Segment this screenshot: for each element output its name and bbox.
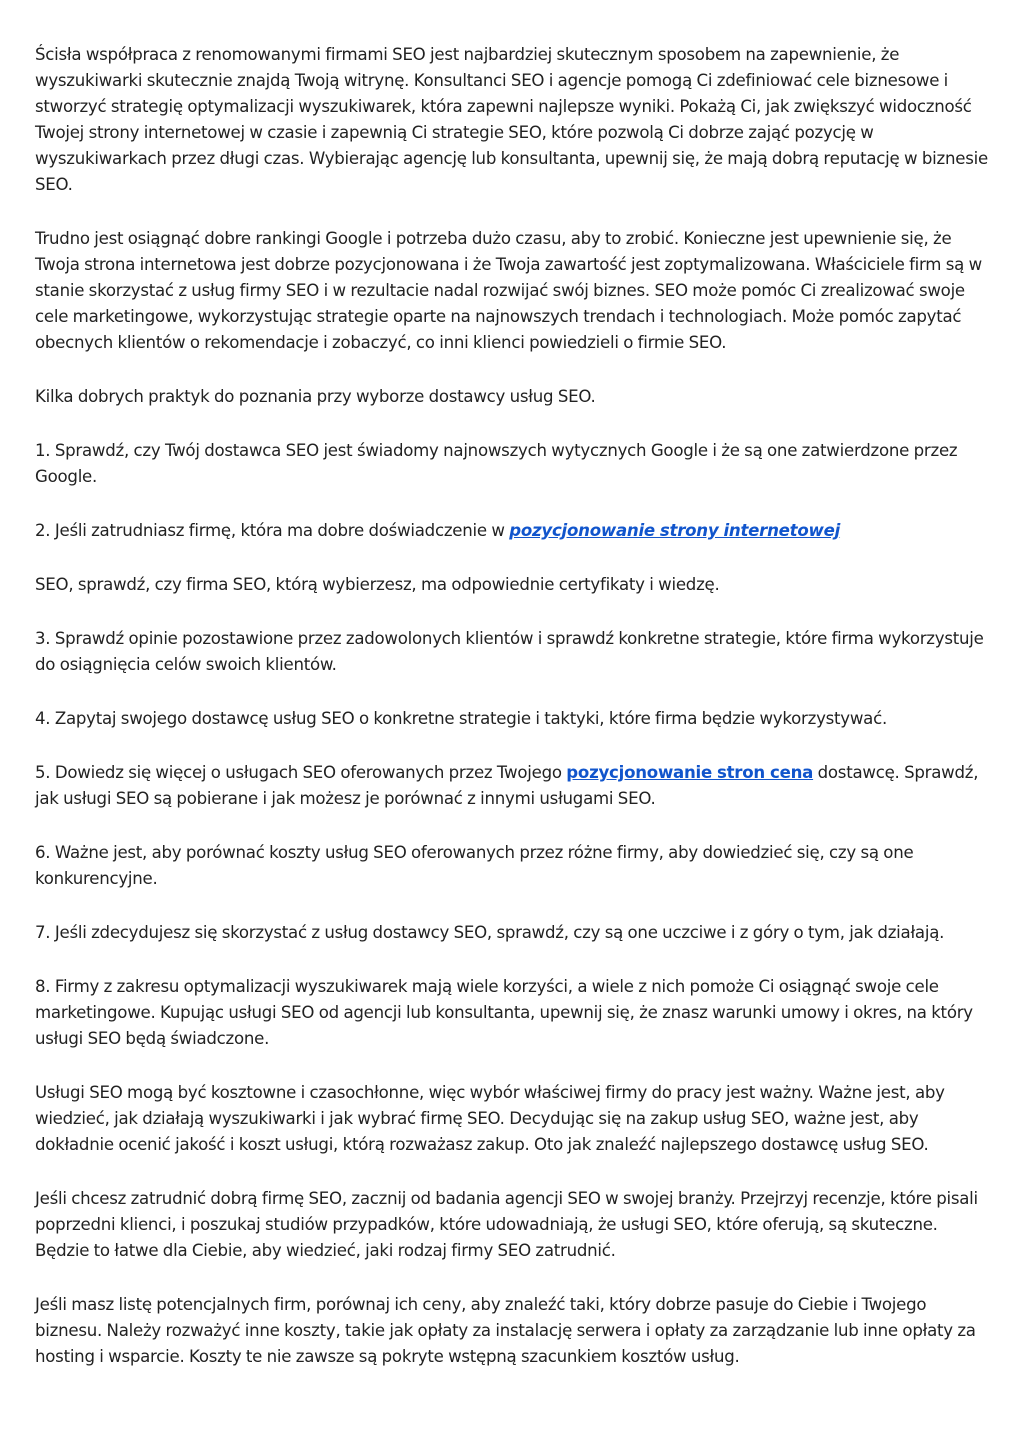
paragraph-rankings: Trudno jest osiągnąć dobre rankingi Google i potrzeba dużo czasu, aby to zrobić. Konieczne jest upewnienie się, że Twoja strona internetowa jest dobrze pozycjonowana i że Twoja zawartość jest zoptymalizowana. Właściciele firm są w stanie skorzystać z usług firmy SEO i w rezultacie nadal rozwijać swój biznes. SEO może pomóc Ci zrealizować swoje cele marketingowe, wykorzystując strategie oparte na najnowszych trendach i technologiach. Może pomóc zapytać obecnych klientów o rekomendacje i zobaczyć, co inni klienci powiedzieli o firmie SEO. bbox=[35, 229, 982, 352]
list-item-2-text: 2. Jeśli zatrudniasz firmę, która ma dobre doświadczenie w bbox=[35, 521, 510, 540]
list-item-4: 4. Zapytaj swojego dostawcę usług SEO o konkretne strategie i taktyki, które firma będzie wykorzystywać. bbox=[35, 709, 887, 728]
link-pozycjonowanie-strony-internetowej[interactable]: pozycjonowanie strony internetowej bbox=[509, 521, 841, 540]
paragraph-intro: Ścisła współpraca z renomowanymi firmami SEO jest najbardziej skutecznym sposobem na zapewnienie, że wyszukiwarki skutecznie znajdą Twoją witrynę. Konsultanci SEO i agencje pomogą Ci zdefiniować cele biznesowe i stworzyć strategię optymalizacji wyszukiwarek, która zapewni najlepsze wyniki. Pokażą Ci, jak zwiększyć widoczność Twojej strony internetowej w czasie i zapewnią Ci strategie SEO, które pozwolą Ci dobrze zająć pozycję w wyszukiwarkach przez długi czas. Wybierając agencję lub konsultanta, upewnij się, że mają dobrą reputację w biznesie SEO. bbox=[35, 45, 988, 194]
list-item-5-text-after: dostawcę. Sprawdź, jak usługi SEO są pobierane i jak możesz je porównać z innymi usługami SEO. bbox=[35, 763, 979, 808]
list-item-5 bbox=[35, 760, 993, 812]
list-item-1: 1. Sprawdź, czy Twój dostawca SEO jest świadomy najnowszych wytycznych Google i że są one zatwierdzone przez Google. bbox=[35, 441, 958, 486]
paragraph-costs: Usługi SEO mogą być kosztowne i czasochłonne, więc wybór właściwej firmy do pracy jest ważny. Ważne jest, aby wiedzieć, jak działają wyszukiwarki i jak wybrać firmę SEO. Decydując się na zakup usług SEO, ważne jest, aby dokładnie ocenić jakość i koszt usługi, którą rozważasz zakup. Oto jak znaleźć najlepszego dostawcę usług SEO. bbox=[35, 1083, 945, 1154]
document-body bbox=[35, 42, 993, 1398]
list-item-7: 7. Jeśli zdecydujesz się skorzystać z usług dostawcy SEO, sprawdź, czy są one uczciwe i z góry o tym, jak działają. bbox=[35, 923, 945, 942]
list-item-2 bbox=[35, 518, 993, 544]
list-item-8: 8. Firmy z zakresu optymalizacji wyszukiwarek mają wiele korzyści, a wiele z nich pomoże Ci osiągnąć swoje cele marketingowe. Kupując usługi SEO od agencji lub konsultanta, upewnij się, że znasz warunki umowy i okres, na który usługi SEO będą świadczone. bbox=[35, 977, 973, 1048]
paragraph-comparison: Jeśli masz listę potencjalnych firm, porównaj ich ceny, aby znaleźć taki, który dobrze pasuje do Ciebie i Twojego biznesu. Należy rozważyć inne koszty, takie jak opłaty za instalację serwera i opłaty za zarządzanie lub inne opłaty za hosting i wsparcie. Koszty te nie zawsze są pokryte wstępną szacunkiem kosztów usług. bbox=[35, 1295, 976, 1366]
list-item-6: 6. Ważne jest, aby porównać koszty usług SEO oferowanych przez różne firmy, aby dowiedzieć się, czy są one konkurencyjne. bbox=[35, 843, 914, 888]
list-item-5-text-before: 5. Dowiedz się więcej o usługach SEO oferowanych przez Twojego bbox=[35, 763, 567, 782]
paragraph-hiring: Jeśli chcesz zatrudnić dobrą firmę SEO, zacznij od badania agencji SEO w swojej branży. Przejrzyj recenzje, które pisali poprzedni klienci, i poszukaj studiów przypadków, które udowadniają, że usługi SEO, które oferują, są skuteczne. Będzie to łatwe dla Ciebie, aby wiedzieć, jaki rodzaj firmy SEO zatrudnić. bbox=[35, 1189, 978, 1260]
link-pozycjonowanie-stron-cena[interactable]: pozycjonowanie stron cena bbox=[566, 763, 814, 782]
list-item-3: 3. Sprawdź opinie pozostawione przez zadowolonych klientów i sprawdź konkretne strategie, które firma wykorzystuje do osiągnięcia celów swoich klientów. bbox=[35, 629, 984, 674]
list-item-2-continuation: SEO, sprawdź, czy firma SEO, którą wybierzesz, ma odpowiednie certyfikaty i wiedzę. bbox=[35, 575, 720, 594]
paragraph-practices-intro: Kilka dobrych praktyk do poznania przy wyborze dostawcy usług SEO. bbox=[35, 387, 596, 406]
